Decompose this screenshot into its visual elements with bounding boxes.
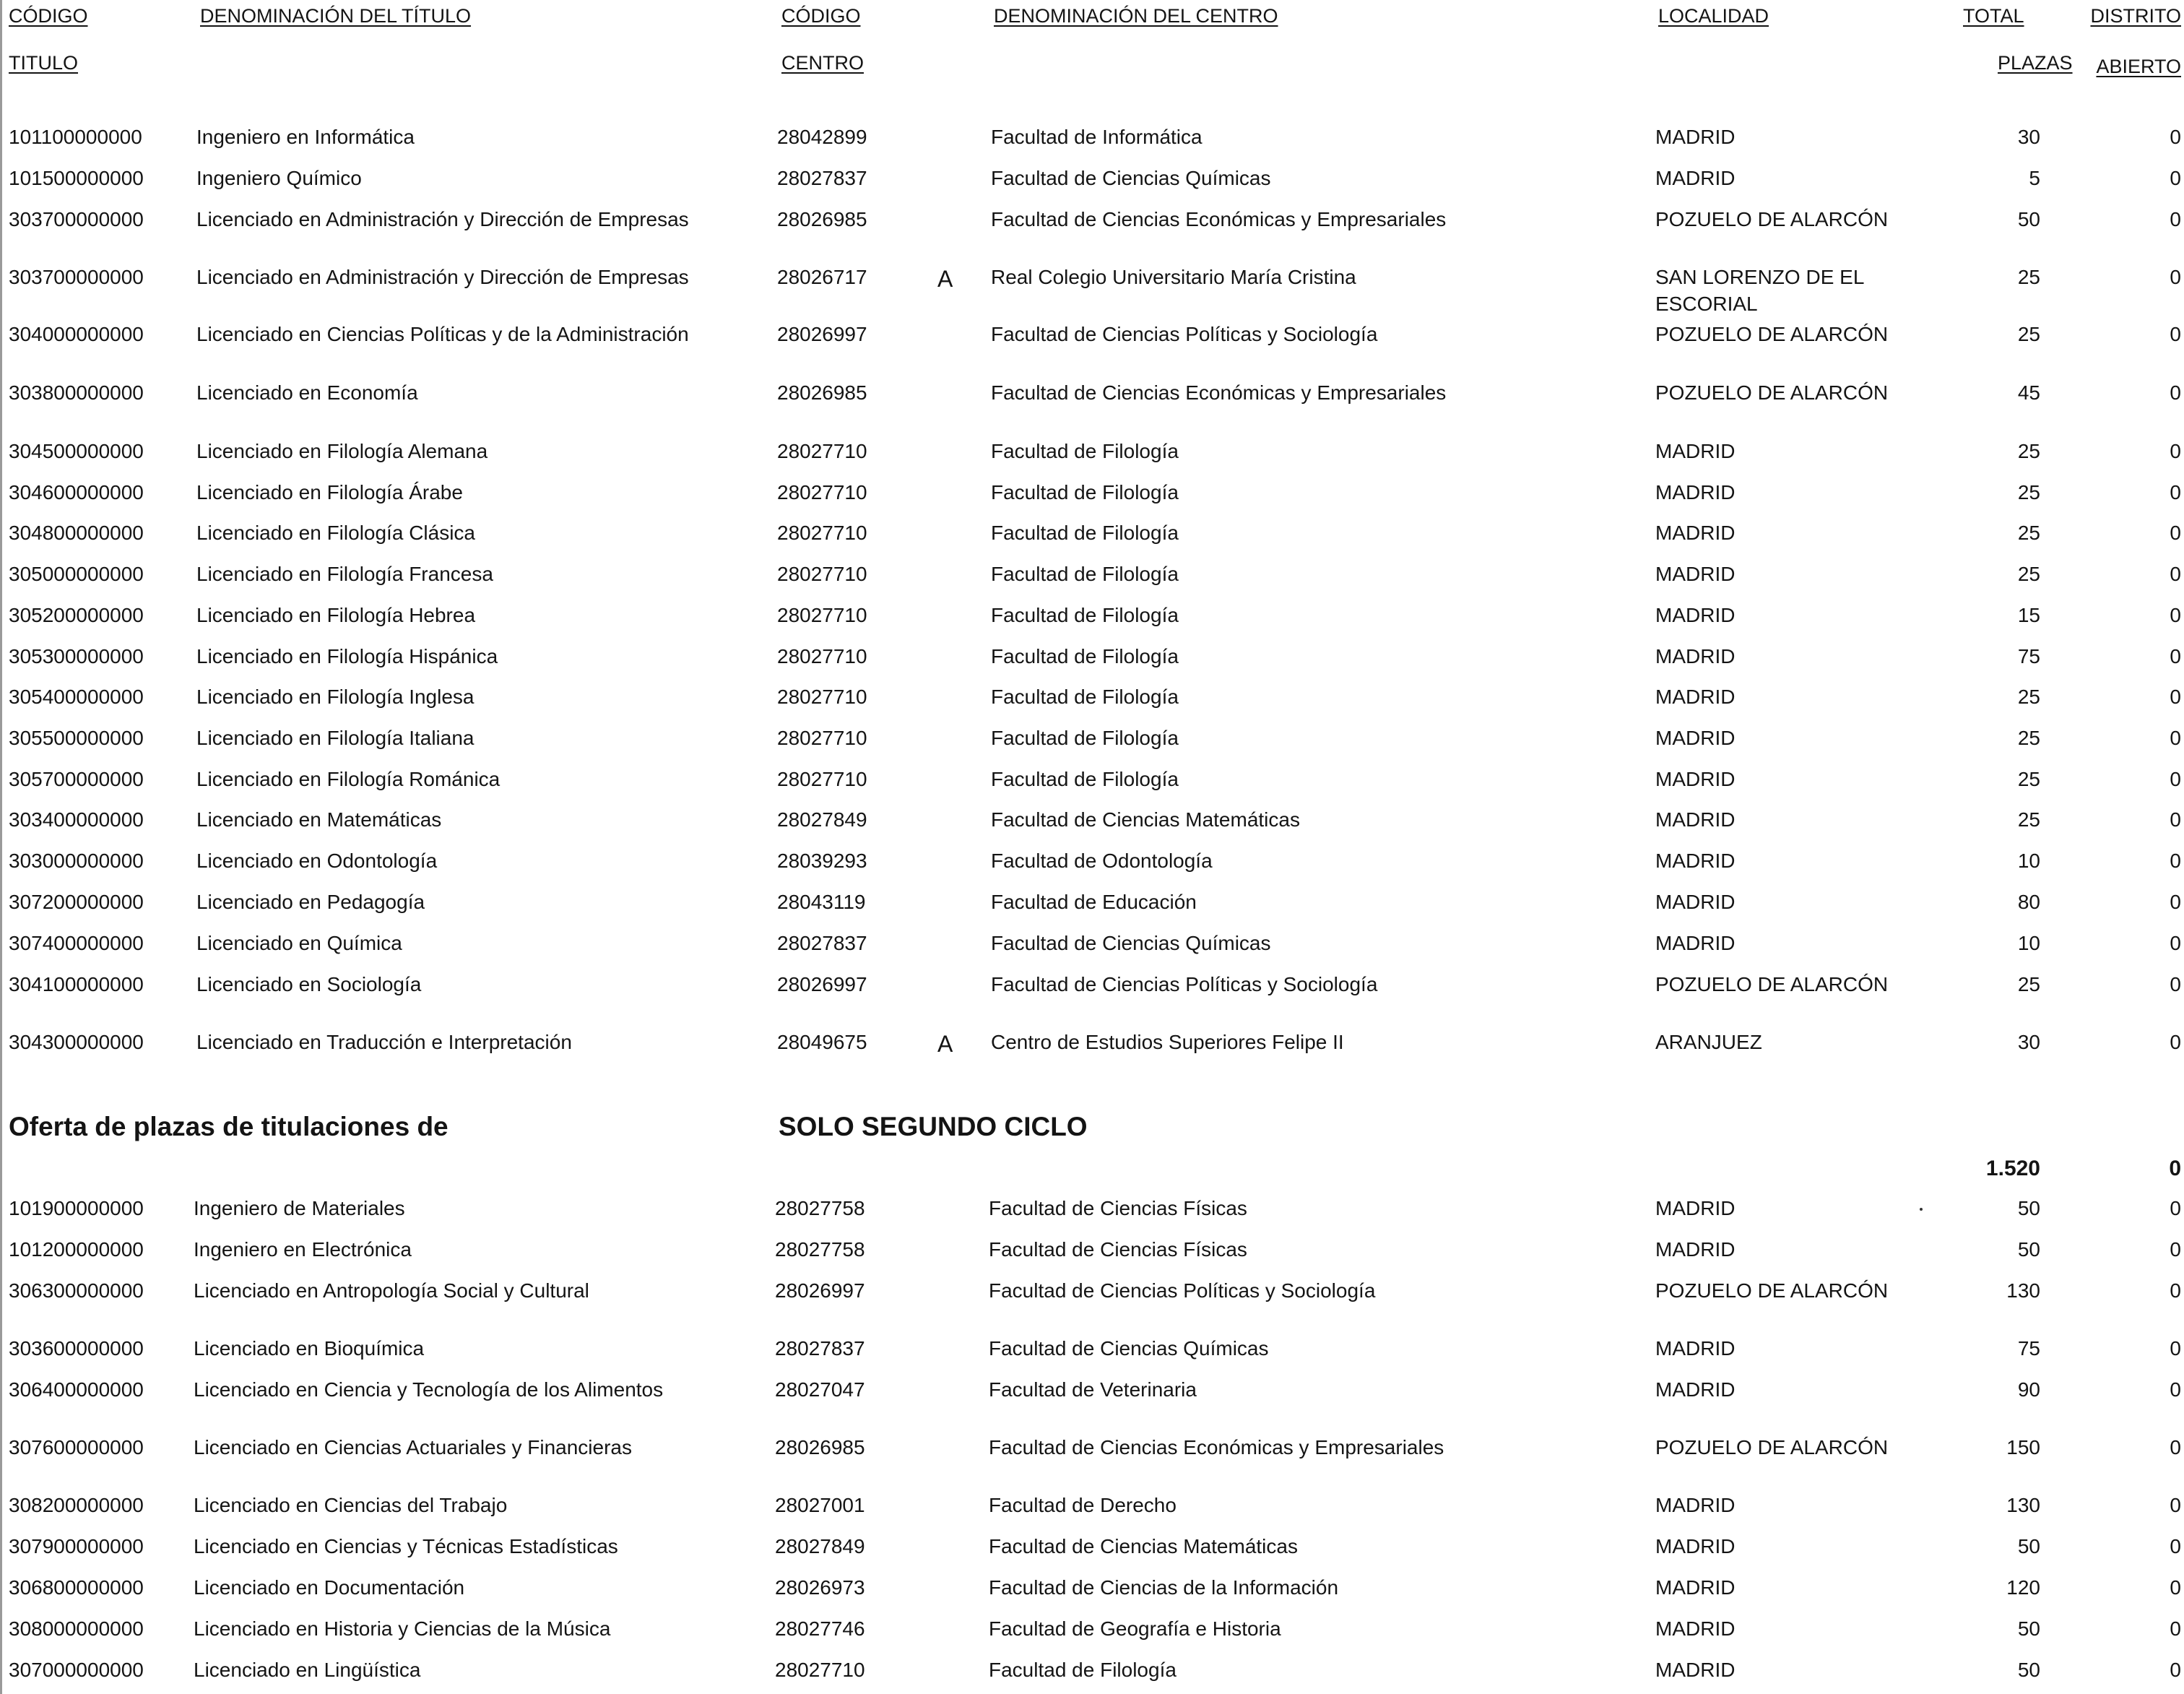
- codigo-centro: 28026997: [777, 973, 867, 995]
- codigo-centro: 28027849: [775, 1535, 865, 1557]
- codigo-titulo: 303700000000: [9, 266, 144, 288]
- codigo-centro: 28027746: [775, 1617, 865, 1640]
- section-title-right: SOLO SEGUNDO CICLO: [779, 1112, 1088, 1141]
- codigo-centro: 28027710: [775, 1659, 865, 1681]
- localidad: POZUELO DE ALARCÓN: [1655, 973, 1889, 995]
- codigo-titulo: 303400000000: [9, 808, 144, 831]
- codigo-titulo: 307200000000: [9, 891, 144, 913]
- codigo-centro: 28027710: [777, 686, 867, 708]
- codigo-titulo: 101500000000: [9, 167, 144, 189]
- denominacion-centro: Facultad de Ciencias Químicas: [991, 932, 1271, 954]
- localidad: MADRID: [1655, 1576, 1736, 1599]
- denominacion-titulo: Licenciado en Ciencias del Trabajo: [194, 1494, 508, 1516]
- denominacion-centro: Facultad de Filología: [991, 440, 1179, 462]
- localidad: MADRID: [1655, 563, 1736, 585]
- distrito-abierto: 0: [2170, 1197, 2181, 1219]
- denominacion-centro: Facultad de Filología: [989, 1659, 1176, 1681]
- codigo-titulo: 304300000000: [9, 1031, 144, 1053]
- localidad: ARANJUEZ: [1655, 1031, 1762, 1053]
- localidad: MADRID: [1655, 604, 1736, 626]
- denominacion-centro: Facultad de Ciencias Políticas y Sociología: [989, 1279, 1376, 1302]
- total-plazas: 15: [2017, 604, 2040, 626]
- localidad: MADRID: [1655, 768, 1736, 790]
- stray-dot: [1920, 1208, 1923, 1211]
- denominacion-centro: Facultad de Filología: [991, 563, 1179, 585]
- localidad: POZUELO DE ALARCÓN: [1655, 1279, 1889, 1302]
- distrito-abierto: 0: [2170, 932, 2181, 954]
- total-plazas: 130: [2006, 1279, 2040, 1302]
- total-plazas: 50: [2017, 1535, 2040, 1557]
- localidad: SAN LORENZO DE EL: [1655, 266, 1865, 288]
- total-plazas: 25: [2017, 440, 2040, 462]
- denominacion-centro: Facultad de Ciencias Económicas y Empresariales: [989, 1436, 1444, 1459]
- codigo-titulo: 306800000000: [9, 1576, 144, 1599]
- distrito-abierto: 0: [2170, 1378, 2181, 1401]
- total-plazas: 130: [2006, 1494, 2040, 1516]
- codigo-centro: 28027837: [775, 1337, 865, 1360]
- localidad: MADRID: [1655, 727, 1736, 749]
- codigo-centro: 28027710: [777, 727, 867, 749]
- codigo-titulo: 307000000000: [9, 1659, 144, 1681]
- localidad: MADRID: [1655, 645, 1736, 667]
- total-plazas: 50: [2017, 1238, 2040, 1261]
- denominacion-titulo: Licenciado en Química: [196, 932, 402, 954]
- denominacion-centro: Facultad de Ciencias Químicas: [989, 1337, 1269, 1360]
- codigo-centro: 28027710: [777, 440, 867, 462]
- total-plazas: 30: [2017, 126, 2040, 148]
- denominacion-titulo: Licenciado en Ciencia y Tecnología de los Alimentos: [194, 1378, 664, 1401]
- codigo-titulo: 304800000000: [9, 522, 144, 544]
- distrito-abierto: 0: [2170, 1436, 2181, 1459]
- distrito-abierto: 0: [2170, 1238, 2181, 1261]
- denominacion-centro: Real Colegio Universitario María Cristina: [991, 266, 1356, 288]
- localidad: POZUELO DE ALARCÓN: [1655, 381, 1889, 404]
- distrito-abierto: 0: [2170, 1659, 2181, 1681]
- centro-mark: A: [937, 266, 953, 292]
- total-plazas: 25: [2017, 522, 2040, 544]
- denominacion-titulo: Licenciado en Filología Inglesa: [196, 686, 474, 708]
- localidad: MADRID: [1655, 891, 1736, 913]
- codigo-centro: 28026985: [777, 208, 867, 230]
- distrito-abierto: 0: [2170, 1617, 2181, 1640]
- denominacion-centro: Facultad de Veterinaria: [989, 1378, 1197, 1401]
- codigo-titulo: 303700000000: [9, 208, 144, 230]
- section-total-plazas: 1.520: [1985, 1157, 2040, 1180]
- denominacion-centro: Facultad de Ciencias Económicas y Empresariales: [991, 381, 1447, 404]
- left-margin-rule: [0, 0, 2, 1694]
- denominacion-titulo: Licenciado en Filología Hispánica: [196, 645, 498, 667]
- denominacion-titulo: Licenciado en Administración y Dirección de Empresas: [196, 208, 689, 230]
- localidad: MADRID: [1655, 1535, 1736, 1557]
- codigo-titulo: 305300000000: [9, 645, 144, 667]
- centro-mark: A: [937, 1031, 953, 1057]
- localidad: MADRID: [1655, 481, 1736, 504]
- distrito-abierto: 0: [2170, 973, 2181, 995]
- codigo-centro: 28026985: [777, 381, 867, 404]
- distrito-abierto: 0: [2170, 323, 2181, 345]
- distrito-abierto: 0: [2170, 1279, 2181, 1302]
- codigo-centro: 28039293: [777, 850, 867, 872]
- codigo-titulo: 304000000000: [9, 323, 144, 345]
- denominacion-centro: Facultad de Informática: [991, 126, 1202, 148]
- denominacion-centro: Facultad de Filología: [991, 522, 1179, 544]
- header-codigo-centro-line2: CENTRO: [781, 52, 864, 74]
- denominacion-titulo: Licenciado en Filología Francesa: [196, 563, 493, 585]
- codigo-centro: 28027710: [777, 522, 867, 544]
- distrito-abierto: 0: [2170, 1337, 2181, 1360]
- denominacion-titulo: Licenciado en Documentación: [194, 1576, 465, 1599]
- codigo-titulo: 306300000000: [9, 1279, 144, 1302]
- localidad: MADRID: [1655, 686, 1736, 708]
- denominacion-titulo: Licenciado en Ciencias y Técnicas Estadísticas: [194, 1535, 618, 1557]
- distrito-abierto: 0: [2170, 891, 2181, 913]
- codigo-centro: 28026717: [777, 266, 867, 288]
- codigo-titulo: 305000000000: [9, 563, 144, 585]
- denominacion-centro: Facultad de Ciencias Políticas y Sociología: [991, 323, 1378, 345]
- distrito-abierto: 0: [2170, 1494, 2181, 1516]
- total-plazas: 90: [2017, 1378, 2040, 1401]
- denominacion-centro: Facultad de Geografía e Historia: [989, 1617, 1281, 1640]
- total-plazas: 5: [2029, 167, 2040, 189]
- codigo-centro: 28027758: [775, 1197, 865, 1219]
- denominacion-titulo: Licenciado en Odontología: [196, 850, 438, 872]
- denominacion-centro: Facultad de Filología: [991, 604, 1179, 626]
- denominacion-titulo: Licenciado en Filología Alemana: [196, 440, 488, 462]
- denominacion-titulo: Ingeniero en Electrónica: [194, 1238, 412, 1261]
- localidad: MADRID: [1655, 1197, 1736, 1219]
- total-plazas: 50: [2017, 1617, 2040, 1640]
- localidad: POZUELO DE ALARCÓN: [1655, 208, 1889, 230]
- denominacion-titulo: Licenciado en Sociología: [196, 973, 422, 995]
- total-plazas: 10: [2017, 932, 2040, 954]
- denominacion-titulo: Ingeniero de Materiales: [194, 1197, 405, 1219]
- total-plazas: 25: [2017, 973, 2040, 995]
- codigo-centro: 28027001: [775, 1494, 865, 1516]
- denominacion-titulo: Licenciado en Matemáticas: [196, 808, 442, 831]
- total-plazas: 10: [2017, 850, 2040, 872]
- localidad: MADRID: [1655, 440, 1736, 462]
- distrito-abierto: 0: [2170, 266, 2181, 288]
- codigo-titulo: 101200000000: [9, 1238, 144, 1261]
- localidad: MADRID: [1655, 1238, 1736, 1261]
- header-codigo-titulo-line1: CÓDIGO: [9, 5, 88, 27]
- codigo-centro: 28049675: [777, 1031, 867, 1053]
- codigo-centro: 28026985: [775, 1436, 865, 1459]
- codigo-centro: 28027837: [777, 932, 867, 954]
- header-denominacion-centro: DENOMINACIÓN DEL CENTRO: [994, 5, 1278, 27]
- denominacion-centro: Facultad de Ciencias Físicas: [989, 1197, 1247, 1219]
- codigo-centro: 28027710: [777, 604, 867, 626]
- codigo-centro: 28027849: [777, 808, 867, 831]
- total-plazas: 75: [2017, 645, 2040, 667]
- localidad: MADRID: [1655, 808, 1736, 831]
- total-plazas: 120: [2006, 1576, 2040, 1599]
- codigo-titulo: 305200000000: [9, 604, 144, 626]
- distrito-abierto: 0: [2170, 208, 2181, 230]
- distrito-abierto: 0: [2170, 167, 2181, 189]
- distrito-abierto: 0: [2170, 126, 2181, 148]
- total-plazas: 25: [2017, 481, 2040, 504]
- localidad: MADRID: [1655, 1378, 1736, 1401]
- codigo-titulo: 303800000000: [9, 381, 144, 404]
- codigo-titulo: 307600000000: [9, 1436, 144, 1459]
- localidad: MADRID: [1655, 1617, 1736, 1640]
- denominacion-centro: Facultad de Derecho: [989, 1494, 1176, 1516]
- localidad: MADRID: [1655, 1659, 1736, 1681]
- denominacion-centro: Facultad de Filología: [991, 686, 1179, 708]
- header-distrito-line2: ABIERTO: [2096, 56, 2181, 77]
- codigo-titulo: 307400000000: [9, 932, 144, 954]
- codigo-titulo: 305700000000: [9, 768, 144, 790]
- denominacion-centro: Facultad de Educación: [991, 891, 1197, 913]
- total-plazas: 80: [2017, 891, 2040, 913]
- codigo-titulo: 101100000000: [9, 126, 142, 148]
- total-plazas: 50: [2017, 1659, 2040, 1681]
- header-total-plazas-line1: TOTAL: [1963, 5, 2024, 27]
- distrito-abierto: 0: [2170, 1031, 2181, 1053]
- codigo-centro: 28026973: [775, 1576, 865, 1599]
- header-denominacion-titulo: DENOMINACIÓN DEL TÍTULO: [200, 5, 472, 27]
- total-plazas: 25: [2017, 808, 2040, 831]
- codigo-titulo: 306400000000: [9, 1378, 144, 1401]
- distrito-abierto: 0: [2170, 768, 2181, 790]
- section-title-left: Oferta de plazas de titulaciones de: [9, 1112, 448, 1141]
- total-plazas: 25: [2017, 266, 2040, 288]
- codigo-titulo: 308000000000: [9, 1617, 144, 1640]
- distrito-abierto: 0: [2170, 604, 2181, 626]
- codigo-titulo: 305500000000: [9, 727, 144, 749]
- header-codigo-centro-line1: CÓDIGO: [781, 5, 861, 27]
- localidad: POZUELO DE ALARCÓN: [1655, 323, 1889, 345]
- denominacion-centro: Facultad de Ciencias Económicas y Empresariales: [991, 208, 1447, 230]
- distrito-abierto: 0: [2170, 808, 2181, 831]
- denominacion-titulo: Ingeniero en Informática: [196, 126, 415, 148]
- denominacion-centro: Facultad de Filología: [991, 768, 1179, 790]
- total-plazas: 150: [2006, 1436, 2040, 1459]
- total-plazas: 75: [2017, 1337, 2040, 1360]
- denominacion-titulo: Licenciado en Traducción e Interpretación: [196, 1031, 572, 1053]
- denominacion-titulo: Licenciado en Ciencias Políticas y de la Administración: [196, 323, 689, 345]
- localidad: MADRID: [1655, 932, 1736, 954]
- codigo-centro: 28027710: [777, 563, 867, 585]
- total-plazas: 25: [2017, 323, 2040, 345]
- denominacion-titulo: Licenciado en Filología Clásica: [196, 522, 475, 544]
- total-plazas: 25: [2017, 768, 2040, 790]
- denominacion-centro: Facultad de Odontología: [991, 850, 1213, 872]
- codigo-titulo: 307900000000: [9, 1535, 144, 1557]
- header-localidad: LOCALIDAD: [1658, 5, 1769, 27]
- denominacion-centro: Facultad de Ciencias Matemáticas: [989, 1535, 1298, 1557]
- denominacion-titulo: Licenciado en Filología Italiana: [196, 727, 474, 749]
- header-distrito-line1: DISTRITO: [2090, 5, 2181, 27]
- codigo-titulo: 304600000000: [9, 481, 144, 504]
- total-plazas: 45: [2017, 381, 2040, 404]
- codigo-titulo: 304100000000: [9, 973, 144, 995]
- codigo-centro: 28027047: [775, 1378, 865, 1401]
- localidad: MADRID: [1655, 850, 1736, 872]
- localidad: MADRID: [1655, 126, 1736, 148]
- localidad: MADRID: [1655, 522, 1736, 544]
- denominacion-centro: Facultad de Ciencias Físicas: [989, 1238, 1247, 1261]
- total-plazas: 50: [2017, 1197, 2040, 1219]
- codigo-titulo: 303600000000: [9, 1337, 144, 1360]
- denominacion-centro: Facultad de Ciencias Políticas y Sociología: [991, 973, 1378, 995]
- codigo-titulo: 304500000000: [9, 440, 144, 462]
- codigo-centro: 28027710: [777, 645, 867, 667]
- denominacion-centro: Facultad de Filología: [991, 727, 1179, 749]
- total-plazas: 25: [2017, 727, 2040, 749]
- codigo-centro: 28043119: [777, 891, 866, 913]
- localidad: POZUELO DE ALARCÓN: [1655, 1436, 1889, 1459]
- denominacion-centro: Facultad de Ciencias Químicas: [991, 167, 1271, 189]
- denominacion-titulo: Licenciado en Pedagogía: [196, 891, 425, 913]
- denominacion-titulo: Ingeniero Químico: [196, 167, 362, 189]
- localidad: MADRID: [1655, 1494, 1736, 1516]
- distrito-abierto: 0: [2170, 645, 2181, 667]
- denominacion-titulo: Licenciado en Filología Hebrea: [196, 604, 476, 626]
- distrito-abierto: 0: [2170, 727, 2181, 749]
- distrito-abierto: 0: [2170, 1576, 2181, 1599]
- denominacion-titulo: Licenciado en Administración y Dirección de Empresas: [196, 266, 689, 288]
- denominacion-titulo: Licenciado en Filología Árabe: [196, 481, 463, 504]
- codigo-centro: 28026997: [775, 1279, 865, 1302]
- denominacion-centro: Facultad de Ciencias Matemáticas: [991, 808, 1300, 831]
- denominacion-titulo: Licenciado en Economía: [196, 381, 418, 404]
- codigo-centro: 28027758: [775, 1238, 865, 1261]
- distrito-abierto: 0: [2170, 481, 2181, 504]
- denominacion-titulo: Licenciado en Lingüística: [194, 1659, 421, 1681]
- denominacion-titulo: Licenciado en Historia y Ciencias de la Música: [194, 1617, 611, 1640]
- total-plazas: 50: [2017, 208, 2040, 230]
- header-total-plazas-line2: PLAZAS: [1998, 52, 2073, 74]
- distrito-abierto: 0: [2170, 563, 2181, 585]
- denominacion-centro: Facultad de Filología: [991, 645, 1179, 667]
- distrito-abierto: 0: [2170, 686, 2181, 708]
- denominacion-titulo: Licenciado en Filología Románica: [196, 768, 500, 790]
- localidad: MADRID: [1655, 1337, 1736, 1360]
- header-codigo-titulo-line2: TITULO: [9, 52, 79, 74]
- total-plazas: 25: [2017, 686, 2040, 708]
- localidad-line2: ESCORIAL: [1655, 293, 1758, 315]
- section-total-distrito: 0: [2169, 1157, 2181, 1180]
- codigo-titulo: 308200000000: [9, 1494, 144, 1516]
- distrito-abierto: 0: [2170, 440, 2181, 462]
- codigo-titulo: 305400000000: [9, 686, 144, 708]
- codigo-titulo: 101900000000: [9, 1197, 144, 1219]
- localidad: MADRID: [1655, 167, 1736, 189]
- codigo-centro: 28042899: [777, 126, 867, 148]
- distrito-abierto: 0: [2170, 1535, 2181, 1557]
- denominacion-titulo: Licenciado en Antropología Social y Cultural: [194, 1279, 589, 1302]
- total-plazas: 25: [2017, 563, 2040, 585]
- codigo-centro: 28027837: [777, 167, 867, 189]
- denominacion-centro: Facultad de Ciencias de la Información: [989, 1576, 1339, 1599]
- codigo-centro: 28027710: [777, 481, 867, 504]
- denominacion-centro: Centro de Estudios Superiores Felipe II: [991, 1031, 1344, 1053]
- denominacion-titulo: Licenciado en Bioquímica: [194, 1337, 425, 1360]
- denominacion-centro: Facultad de Filología: [991, 481, 1179, 504]
- codigo-titulo: 303000000000: [9, 850, 144, 872]
- total-plazas: 30: [2017, 1031, 2040, 1053]
- distrito-abierto: 0: [2170, 381, 2181, 404]
- distrito-abierto: 0: [2170, 850, 2181, 872]
- distrito-abierto: 0: [2170, 522, 2181, 544]
- denominacion-titulo: Licenciado en Ciencias Actuariales y Financieras: [194, 1436, 632, 1459]
- codigo-centro: 28027710: [777, 768, 867, 790]
- codigo-centro: 28026997: [777, 323, 867, 345]
